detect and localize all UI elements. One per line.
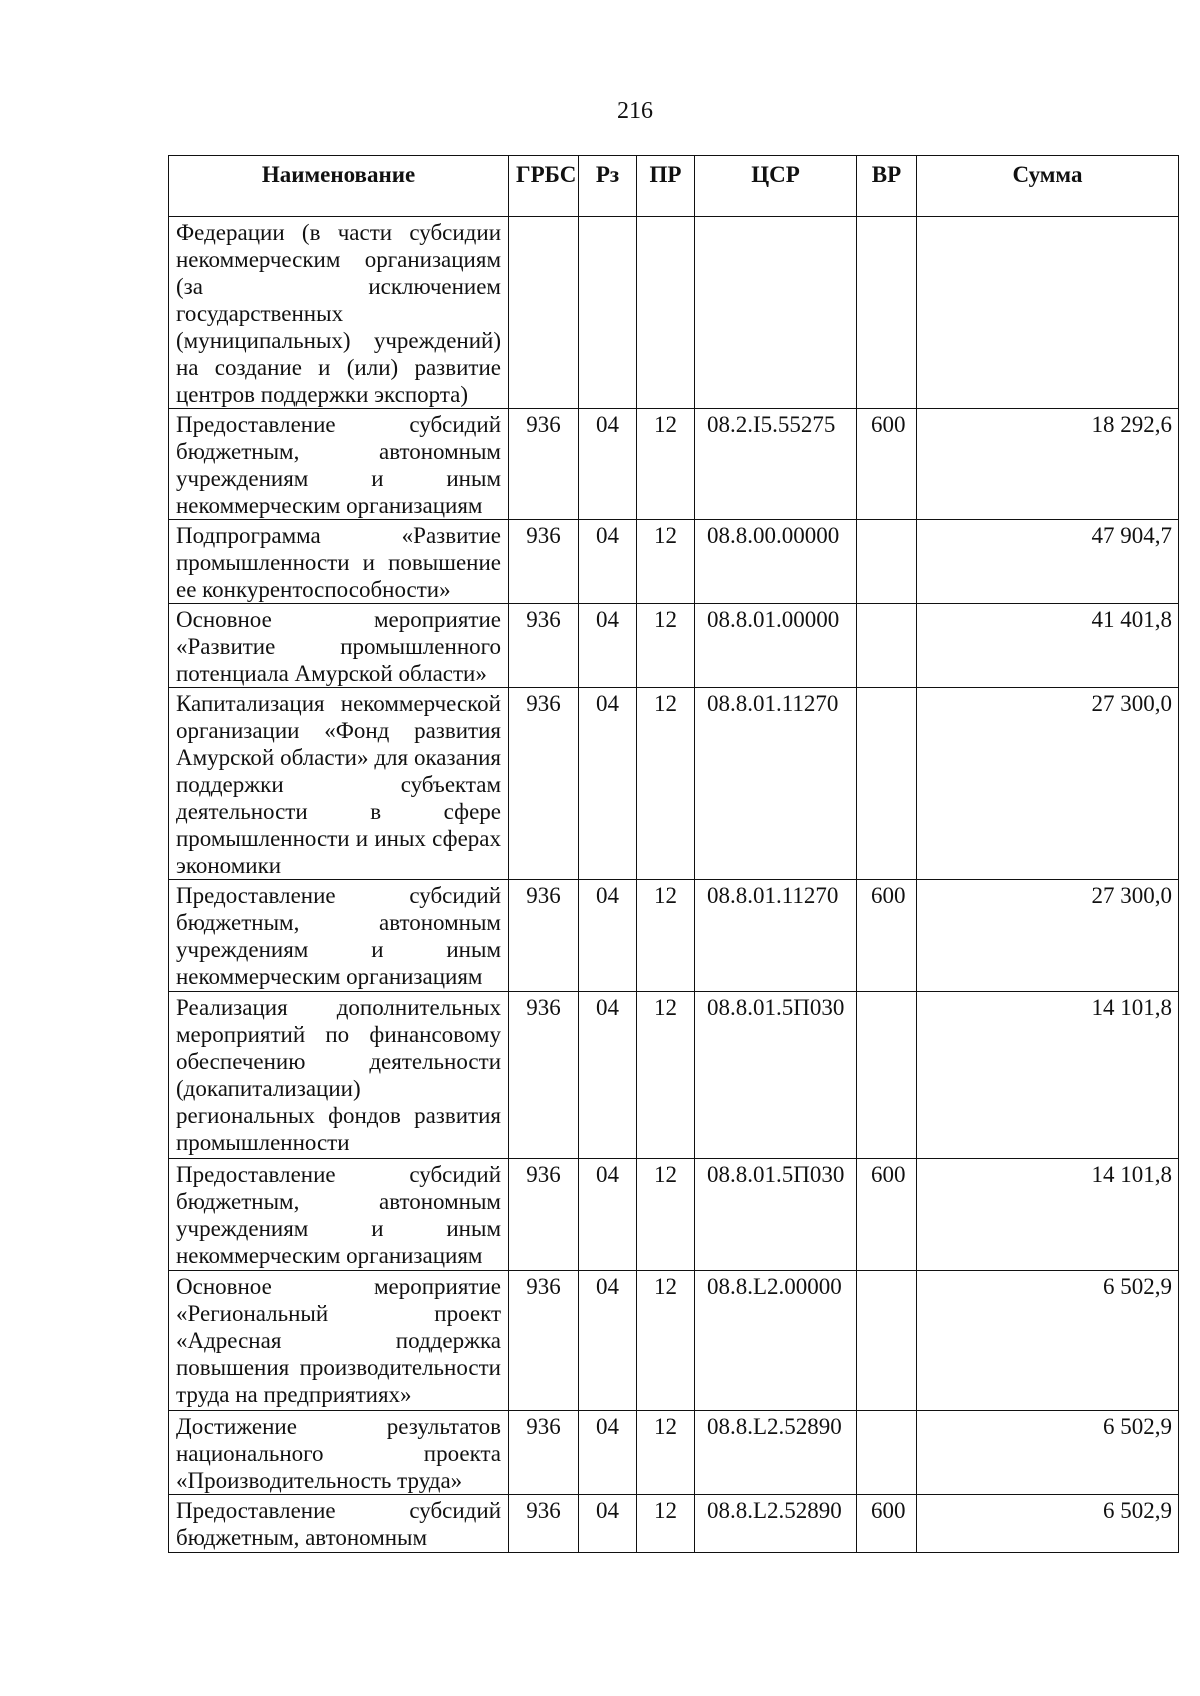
cell-vr [857, 1271, 917, 1411]
cell-csr: 08.8.L2.52890 [695, 1495, 857, 1553]
cell-grbs: 936 [509, 1495, 579, 1553]
table-row [169, 217, 1179, 409]
table-row [169, 1159, 1179, 1271]
cell-sum: 6 502,9 [917, 1271, 1179, 1411]
cell-rz: 04 [579, 409, 637, 520]
cell-rz: 04 [579, 1411, 637, 1495]
cell-name: Реализация дополнительных мероприятий по финансовому обеспечению деятельности (докапитализации) региональных фондов развития промышленности [169, 992, 509, 1159]
cell-csr: 08.8.L2.52890 [695, 1411, 857, 1495]
table-row [169, 520, 1179, 604]
header-name: Наименование [169, 156, 509, 217]
cell-sum: 27 300,0 [917, 688, 1179, 880]
cell-name: Основное мероприятие «Развитие промышленного потенциала Амурской области» [169, 604, 509, 688]
cell-pr: 12 [637, 992, 695, 1159]
cell-grbs: 936 [509, 520, 579, 604]
table-row [169, 604, 1179, 688]
table-row [169, 880, 1179, 992]
table-row [169, 688, 1179, 880]
cell-name: Федерации (в части субсидии некоммерческим организациям (за исключением государственных (муниципальных) учреждений) на создание и (или) развитие центров поддержки экспорта) [169, 217, 509, 409]
cell-csr: 08.8.01.00000 [695, 604, 857, 688]
cell-pr: 12 [637, 880, 695, 992]
table-body [169, 217, 1179, 1553]
cell-name: Капитализация некоммерческой организации «Фонд развития Амурской области» для оказания поддержки субъектам деятельности в сфере промышленности и иных сферах экономики [169, 688, 509, 880]
cell-name: Предоставление субсидий бюджетным, автономным учреждениям и иным некоммерческим организациям [169, 409, 509, 520]
header-sum: Сумма [917, 156, 1179, 217]
cell-rz: 04 [579, 1159, 637, 1271]
cell-grbs: 936 [509, 604, 579, 688]
cell-csr: 08.8.01.11270 [695, 688, 857, 880]
cell-csr: 08.8.01.5П030 [695, 1159, 857, 1271]
cell-vr [857, 1411, 917, 1495]
cell-csr: 08.8.L2.00000 [695, 1271, 857, 1411]
page-number: 216 [617, 98, 653, 124]
cell-pr: 12 [637, 688, 695, 880]
cell-pr: 12 [637, 1271, 695, 1411]
cell-vr [857, 688, 917, 880]
cell-sum: 27 300,0 [917, 880, 1179, 992]
cell-sum: 6 502,9 [917, 1411, 1179, 1495]
cell-rz: 04 [579, 992, 637, 1159]
cell-vr: 600 [857, 880, 917, 992]
cell-rz: 04 [579, 1271, 637, 1411]
cell-rz [579, 217, 637, 409]
header-row [169, 156, 1179, 217]
cell-sum: 41 401,8 [917, 604, 1179, 688]
cell-rz: 04 [579, 1495, 637, 1553]
table-row [169, 1411, 1179, 1495]
cell-rz: 04 [579, 688, 637, 880]
cell-rz: 04 [579, 604, 637, 688]
cell-csr [695, 217, 857, 409]
header-pr: ПР [637, 156, 695, 217]
cell-sum: 6 502,9 [917, 1495, 1179, 1553]
header-csr: ЦСР [695, 156, 857, 217]
cell-name: Подпрограмма «Развитие промышленности и повышение ее конкурентоспособности» [169, 520, 509, 604]
cell-grbs [509, 217, 579, 409]
header-grbs: ГРБС [509, 156, 579, 217]
cell-pr: 12 [637, 1495, 695, 1553]
cell-sum: 18 292,6 [917, 409, 1179, 520]
table-row [169, 1271, 1179, 1411]
table-header [169, 156, 1179, 217]
cell-pr: 12 [637, 520, 695, 604]
cell-name: Предоставление субсидий бюджетным, автономным [169, 1495, 509, 1553]
cell-vr: 600 [857, 409, 917, 520]
cell-sum: 14 101,8 [917, 992, 1179, 1159]
cell-vr [857, 520, 917, 604]
cell-grbs: 936 [509, 688, 579, 880]
header-rz: Рз [579, 156, 637, 217]
cell-csr: 08.2.I5.55275 [695, 409, 857, 520]
header-vr: ВР [857, 156, 917, 217]
cell-grbs: 936 [509, 1271, 579, 1411]
cell-csr: 08.8.01.5П030 [695, 992, 857, 1159]
cell-csr: 08.8.01.11270 [695, 880, 857, 992]
cell-vr: 600 [857, 1159, 917, 1271]
cell-name: Предоставление субсидий бюджетным, автономным учреждениям и иным некоммерческим организациям [169, 880, 509, 992]
cell-name: Основное мероприятие «Региональный проект «Адресная поддержка повышения производительности труда на предприятиях» [169, 1271, 509, 1411]
cell-pr: 12 [637, 409, 695, 520]
cell-rz: 04 [579, 880, 637, 992]
cell-vr [857, 604, 917, 688]
table-row [169, 1495, 1179, 1553]
cell-rz: 04 [579, 520, 637, 604]
cell-csr: 08.8.00.00000 [695, 520, 857, 604]
cell-pr: 12 [637, 1411, 695, 1495]
budget-table [168, 155, 1179, 1553]
cell-vr [857, 992, 917, 1159]
cell-pr [637, 217, 695, 409]
cell-grbs: 936 [509, 409, 579, 520]
cell-grbs: 936 [509, 992, 579, 1159]
cell-name: Предоставление субсидий бюджетным, автономным учреждениям и иным некоммерческим организациям [169, 1159, 509, 1271]
cell-pr: 12 [637, 604, 695, 688]
cell-sum: 14 101,8 [917, 1159, 1179, 1271]
table-row [169, 992, 1179, 1159]
cell-sum [917, 217, 1179, 409]
cell-pr: 12 [637, 1159, 695, 1271]
cell-name: Достижение результатов национального проекта «Производительность труда» [169, 1411, 509, 1495]
cell-vr: 600 [857, 1495, 917, 1553]
cell-vr [857, 217, 917, 409]
cell-grbs: 936 [509, 880, 579, 992]
table-row [169, 409, 1179, 520]
cell-grbs: 936 [509, 1159, 579, 1271]
cell-grbs: 936 [509, 1411, 579, 1495]
cell-sum: 47 904,7 [917, 520, 1179, 604]
